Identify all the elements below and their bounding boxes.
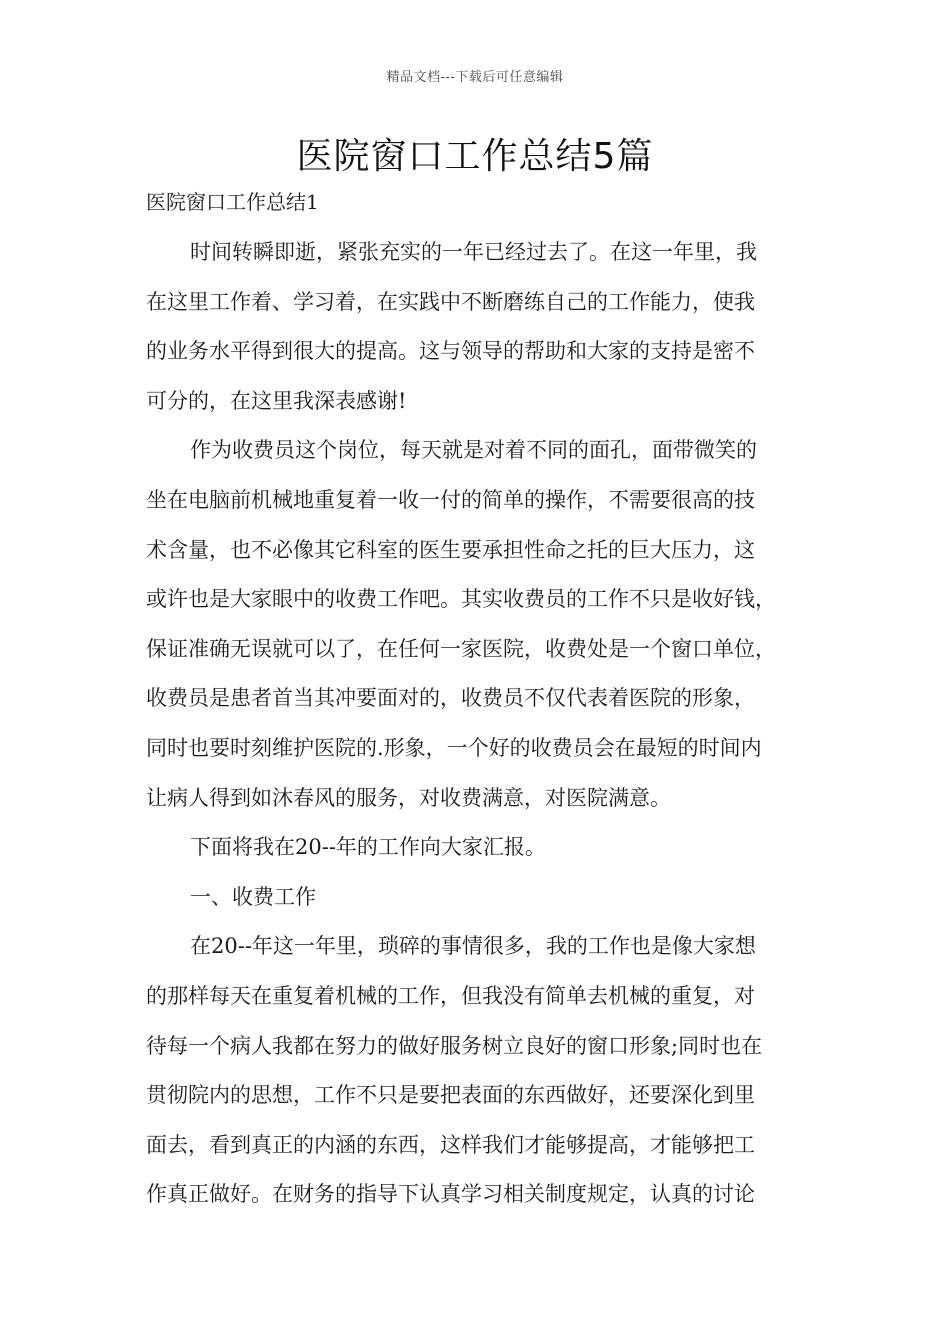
document-title: 医院窗口工作总结5篇 [296, 136, 654, 177]
text-line: 术含量，也不必像其它科室的医生要承担性命之托的巨大压力，这 [146, 537, 755, 562]
text-line: 作为收费员这个岗位，每天就是对着不同的面孔，面带微笑的 [190, 438, 757, 463]
text-line: 保证准确无误就可以了，在任何一家医院，收费处是一个窗口单位， [146, 636, 776, 661]
text-line: 作真正做好。在财务的指导下认真学习相关制度规定，认真的讨论 [146, 1182, 755, 1207]
text-line: 的那样每天在重复着机械的工作，但我没有简单去机械的重复，对 [146, 983, 755, 1008]
text-line: 可分的，在这里我深表感谢! [146, 388, 407, 413]
body-text [146, 228, 822, 1220]
text-line: 的业务水平得到很大的提高。这与领导的帮助和大家的支持是密不 [146, 339, 755, 364]
text-line: 面去，看到真正的内涵的东西，这样我们才能够提高，才能够把工 [146, 1132, 755, 1157]
text-line: 一、收费工作 [190, 884, 316, 909]
text-line: 同时也要时刻维护医院的.形象，一个好的收费员会在最短的时间内 [146, 735, 762, 760]
text-line: 让病人得到如沐春风的服务，对收费满意，对医院满意。 [146, 785, 671, 810]
text-line: 下面将我在20--年的工作向大家汇报。 [190, 835, 546, 860]
text-line: 在20--年这一年里，琐碎的事情很多，我的工作也是像大家想 [190, 934, 756, 959]
text-line: 贯彻院内的思想，工作不只是要把表面的东西做好，还要深化到里 [146, 1083, 755, 1108]
document-body [146, 228, 822, 1220]
text-line: 待每一个病人我都在努力的做好服务树立良好的窗口形象;同时也在 [146, 1033, 763, 1058]
header-note: 精品文档---下载后可任意编辑 [386, 70, 564, 85]
section-heading: 医院窗口工作总结1 [146, 190, 319, 214]
text-line: 坐在电脑前机械地重复着一收一付的简单的操作，不需要很高的技 [146, 487, 755, 512]
text-line: 时间转瞬即逝，紧张充实的一年已经过去了。在这一年里，我 [190, 240, 757, 264]
text-line: 在这里工作着、学习着，在实践中不断磨练自己的工作能力，使我 [146, 289, 755, 314]
text-line: 收费员是患者首当其冲要面对的，收费员不仅代表着医院的形象， [146, 686, 755, 711]
text-line: 或许也是大家眼中的收费工作吧。其实收费员的工作不只是收好钱， [146, 587, 776, 612]
